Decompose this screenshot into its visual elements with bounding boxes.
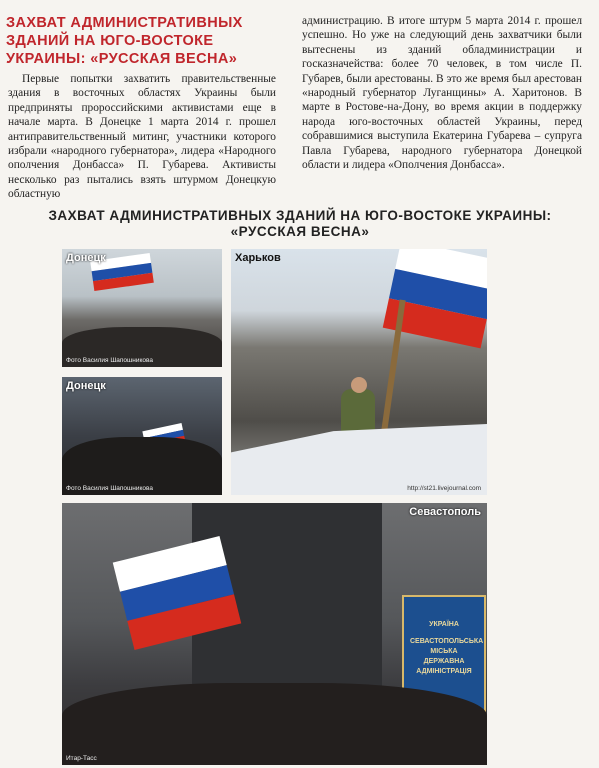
article-headline: ЗАХВАТ АДМИНИСТРАТИВНЫХ ЗДАНИЙ НА ЮГО-ВОСТОКЕ УКРАИНЫ: «РУССКАЯ ВЕСНА»	[6, 15, 243, 67]
gallery-title: ЗАХВАТ АДМИНИСТРАТИВНЫХ ЗДАНИЙ НА ЮГО-ВОСТОКЕ УКРАИНЫ: «РУССКАЯ ВЕСНА»	[48, 208, 552, 239]
photo-city-label: Харьков	[235, 252, 281, 264]
photo-credit: Фото Василия Шапошникова	[66, 357, 153, 364]
photo-city-label: Донецк	[66, 252, 106, 264]
photo-city-label: Донецк	[66, 380, 106, 392]
photo-donetsk-2	[62, 377, 222, 495]
photo-credit: Итар-Тасс	[66, 755, 97, 762]
photo-kharkiv	[231, 249, 487, 495]
person-head	[351, 377, 367, 393]
photo-credit: http://st21.livejournal.com	[407, 485, 481, 492]
photo-sevastopol	[62, 503, 487, 765]
sign-country: УКРАЇНА	[429, 621, 459, 628]
photo-donetsk-1	[62, 249, 222, 367]
article-column-left: Первые попытки захватить правительственные здания в восточных областях Украины были предприняты пророссийскими активистами еще в начале марта. В Донецке 1 марта 2014 г. прошел антиправительственный митинг, участники которого избрали «народного губернатора», лидера «Народного ополчения Донбасса» П. Губарева. Активисты несколько раз пытались взять штурмом Донецкую областную	[8, 73, 276, 201]
article-column-right: администрацию. В итоге штурм 5 марта 2014 г. прошел успешно. Но уже на следующий день захватчики были вытеснены из зданий обладминистрации и госказначейства: более 70 человек, в том числе П. Губарев, были арестованы. В это же время был арестован «народный губернатор Луганщины» А. Харитонов. В марте в Ростове-на-Дону, во время акции в поддержку народа юго-восточных областей Украины, перед собравшимися выступила Екатерина Губарева – супруга Павла Губарева, народного губернатора Донецкой области и лидера «Ополчения Донбасса».	[302, 15, 582, 172]
sign-text: СЕВАСТОПОЛЬСЬКА МІСЬКА ДЕРЖАВНА АДМІНІСТРАЦІЯ	[410, 638, 484, 675]
photo-city-label: Севастополь	[409, 506, 481, 518]
photo-credit: Фото Василия Шапошникова	[66, 485, 153, 492]
